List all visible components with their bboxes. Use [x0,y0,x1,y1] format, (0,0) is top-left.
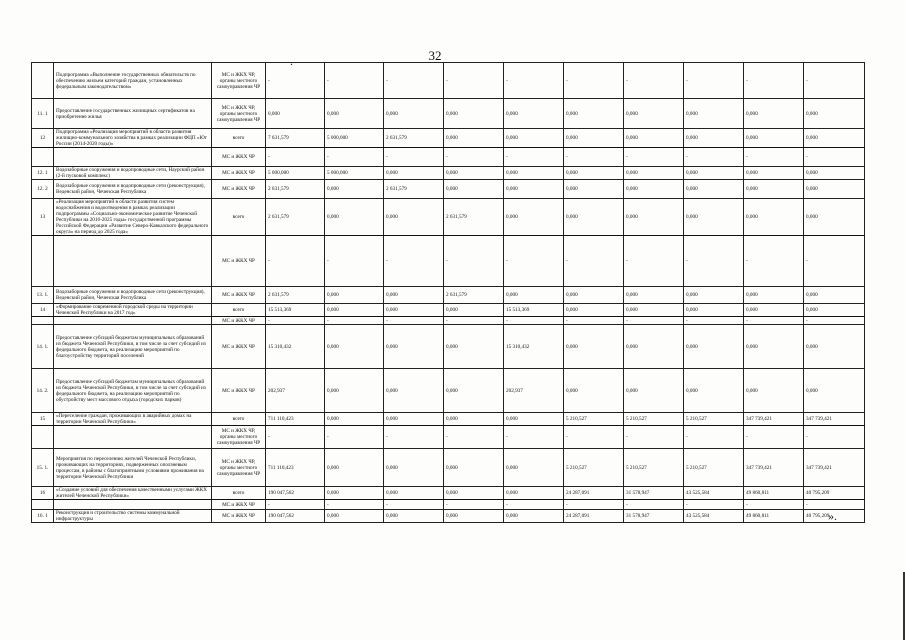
value-cell: - [684,63,744,99]
value-cell: 0,000 [744,99,804,129]
value-cell: - [266,426,325,449]
value-cell: 0,000 [744,325,804,369]
value-cell: - [564,63,624,99]
value-cell: 0,000 [384,510,444,523]
value-cell: 0,000 [684,129,744,148]
value-cell: 24 287,091 [564,510,624,523]
value-cell: 0,000 [564,199,624,236]
value-cell: 0,000 [564,287,624,304]
value-cell: - [804,236,865,287]
value-cell: 0,000 [684,199,744,236]
row-name: Подпрограмма «Реализация мероприятий в области развития жилищно-коммунального хозяйства в рамках реализации ФЦП «Юг России (2014-2020 годы)» [54,129,212,148]
value-cell: 43 525,584 [684,510,744,523]
row-number [32,317,54,325]
value-cell: 0,000 [624,304,684,317]
value-cell: 0,000 [564,325,624,369]
row-number: 15. 1. [32,449,54,487]
value-cell: 347 739,421 [744,413,804,426]
value-cell: - [624,63,684,99]
table-row [32,500,865,510]
table-row [32,129,865,148]
value-cell: 0,000 [564,99,624,129]
value-cell: 0,000 [744,369,804,413]
value-cell: 49 860,811 [744,510,804,523]
value-cell: 0,000 [504,180,564,199]
row-number: 11. 1 [32,99,54,129]
value-cell: - [804,500,865,510]
value-cell: 0,000 [684,167,744,180]
row-executor: МС и ЖКХ ЧР [212,148,266,167]
value-cell: - [564,500,624,510]
row-name: Водозаборные сооружения и водопроводные сети, Наурский район (2-й пусковой комплекс) [54,167,212,180]
value-cell: 49 860,811 [744,487,804,500]
value-cell: 0,000 [504,99,564,129]
value-cell: 0,000 [624,99,684,129]
value-cell: 2 631,579 [266,199,325,236]
value-cell: - [804,426,865,449]
row-name [54,236,212,287]
value-cell: - [266,236,325,287]
value-cell: - [684,426,744,449]
row-number [32,426,54,449]
value-cell: - [564,317,624,325]
value-cell: 0,000 [564,369,624,413]
value-cell: 5 000,000 [266,167,325,180]
value-cell: - [504,148,564,167]
row-number [32,148,54,167]
row-name [54,500,212,510]
value-cell: 7 631,579 [266,129,325,148]
value-cell: 40 795,209 [804,487,865,500]
value-cell: - [564,148,624,167]
table-row [32,369,865,413]
value-cell: 0,000 [325,325,384,369]
value-cell: 0,000 [384,99,444,129]
value-cell: 0,000 [444,99,504,129]
table-row [32,413,865,426]
value-cell: - [444,148,504,167]
value-cell: - [266,148,325,167]
value-cell: 202,937 [504,369,564,413]
value-cell: 0,000 [744,304,804,317]
value-cell: 15 513,369 [504,304,564,317]
value-cell: 5 000,000 [325,167,384,180]
value-cell: 43 525,584 [684,487,744,500]
value-cell: - [624,317,684,325]
value-cell: 0,000 [804,129,865,148]
value-cell: 0,000 [384,287,444,304]
value-cell: - [504,317,564,325]
value-cell: 0,000 [325,369,384,413]
row-number: 14. 2. [32,369,54,413]
value-cell: 0,000 [624,180,684,199]
value-cell: 347 739,421 [804,413,865,426]
value-cell: 0,000 [744,199,804,236]
row-name: Предоставление субсидий бюджетам муниципальных образований из бюджета Чеченской Республики, в том числе за счет субсидий из федерального бюджета, на реализацию мероприятий по благоустройству территорий поселений [54,325,212,369]
value-cell: - [504,236,564,287]
value-cell: 0,000 [444,129,504,148]
table-row [32,304,865,317]
value-cell: - [384,426,444,449]
row-executor: МС и ЖКХ ЧР, органы местного самоуправления ЧР [212,449,266,487]
value-cell: 40 795,209 [804,510,865,523]
value-cell: - [266,63,325,99]
row-executor: МС и ЖКХ ЧР [212,236,266,287]
row-name: «Переселение граждан, проживающих в аварийных домах на территории Чеченской Республики» [54,413,212,426]
row-number: 16 [32,487,54,500]
value-cell: 0,000 [504,413,564,426]
value-cell: - [624,500,684,510]
value-cell: 0,000 [325,199,384,236]
value-cell: - [325,426,384,449]
row-name: Предоставление субсидий бюджетам муниципальных образований из бюджета Чеченской Республики, в том числе за счет субсидий из федерального бюджета, на реализацию мероприятий по обустройству мест массового отдыха (городских парков) [54,369,212,413]
value-cell: 0,000 [624,199,684,236]
row-name [54,317,212,325]
row-executor: МС и ЖКХ ЧР [212,500,266,510]
value-cell: 5 210,527 [684,413,744,426]
value-cell: - [804,148,865,167]
table-row [32,317,865,325]
value-cell: 0,000 [325,304,384,317]
table-row [32,199,865,236]
value-cell: 0,000 [804,180,865,199]
row-executor: всего [212,487,266,500]
value-cell: - [684,148,744,167]
value-cell: 0,000 [684,325,744,369]
value-cell: 5 210,527 [564,449,624,487]
value-cell: 0,000 [804,287,865,304]
value-cell: 2 631,579 [384,180,444,199]
value-cell: 0,000 [804,99,865,129]
value-cell: - [744,500,804,510]
value-cell: 0,000 [684,287,744,304]
value-cell: - [325,236,384,287]
value-cell: 0,000 [564,167,624,180]
value-cell: - [384,236,444,287]
value-cell: 0,000 [444,449,504,487]
value-cell: - [444,317,504,325]
value-cell: - [684,500,744,510]
row-executor: МС и ЖКХ ЧР [212,369,266,413]
value-cell: 2 631,579 [444,199,504,236]
value-cell: 0,000 [325,287,384,304]
value-cell: 0,000 [744,129,804,148]
value-cell: - [384,148,444,167]
value-cell: - [744,236,804,287]
row-executor: МС и ЖКХ ЧР [212,325,266,369]
page-number: 32 [428,48,442,63]
row-number [32,236,54,287]
value-cell: 0,000 [384,199,444,236]
row-executor: МС и ЖКХ ЧР, органы местного самоуправления ЧР [212,426,266,449]
value-cell: 0,000 [684,180,744,199]
table-row [32,148,865,167]
value-cell: 0,000 [564,129,624,148]
value-cell: 15 310,432 [504,325,564,369]
value-cell: 0,000 [325,487,384,500]
closing-quote: ». [828,509,837,523]
value-cell: 0,000 [624,369,684,413]
row-number: 12. 2 [32,180,54,199]
value-cell: 0,000 [744,167,804,180]
table-row [32,63,865,99]
table-row [32,426,865,449]
value-cell: 0,000 [444,325,504,369]
row-executor: МС и ЖКХ ЧР [212,510,266,523]
value-cell: 190 047,562 [266,510,325,523]
value-cell: 15 513,369 [266,304,325,317]
value-cell: 0,000 [266,99,325,129]
value-cell: 0,000 [624,325,684,369]
row-number [32,500,54,510]
value-cell: 0,000 [504,199,564,236]
row-number: 13. 1. [32,287,54,304]
row-number: 12. 1 [32,167,54,180]
value-cell: 347 739,421 [804,449,865,487]
value-cell: 711 110,423 [266,413,325,426]
value-cell: - [624,426,684,449]
value-cell: - [325,500,384,510]
row-number [32,63,54,99]
value-cell: 0,000 [804,369,865,413]
value-cell: - [444,426,504,449]
row-name: Мероприятия по переселению жителей Чеченской Республики, проживающих на территориях, подверженных оползневым процессам, в районы с благоприятными условиями проживания на территории Чеченской Республики [54,449,212,487]
row-name: Водозаборные сооружения и водопроводные сети (реконструкция), Веденский район, Чеченская Республика [54,180,212,199]
value-cell: 0,000 [444,180,504,199]
value-cell: - [325,63,384,99]
value-cell: 0,000 [384,304,444,317]
row-number: 14 [32,304,54,317]
value-cell: 0,000 [384,487,444,500]
table-body [32,63,865,523]
value-cell: - [325,148,384,167]
row-name: Водозаборные сооружения и водопроводные сети (реконструкция), Веденский район, Чеченская Республика [54,287,212,304]
value-cell: 0,000 [684,304,744,317]
value-cell: 0,000 [504,129,564,148]
value-cell: - [325,317,384,325]
value-cell: - [744,63,804,99]
table-row [32,287,865,304]
value-cell: - [444,63,504,99]
value-cell: - [384,63,444,99]
value-cell: - [384,317,444,325]
value-cell: 0,000 [444,369,504,413]
value-cell: 0,000 [384,449,444,487]
row-executor: МС и ЖКХ ЧР [212,167,266,180]
value-cell: - [384,500,444,510]
value-cell: - [564,426,624,449]
value-cell: 0,000 [564,180,624,199]
table-row [32,325,865,369]
value-cell: - [744,148,804,167]
row-number: 12 [32,129,54,148]
value-cell: 2 631,579 [266,287,325,304]
value-cell: 0,000 [684,99,744,129]
value-cell: 0,000 [804,304,865,317]
value-cell: 0,000 [624,129,684,148]
value-cell: - [684,236,744,287]
value-cell: 347 739,421 [744,449,804,487]
value-cell: 0,000 [384,325,444,369]
value-cell: - [266,500,325,510]
value-cell: 0,000 [744,180,804,199]
stray-dot: . [290,54,293,68]
row-number: 16. 1 [32,510,54,523]
row-executor: всего [212,199,266,236]
value-cell: - [266,317,325,325]
value-cell: - [684,317,744,325]
value-cell: - [444,236,504,287]
value-cell: 2 631,579 [266,180,325,199]
value-cell: 15 310,432 [266,325,325,369]
value-cell: 0,000 [804,167,865,180]
value-cell: 0,000 [384,413,444,426]
row-number: 13 [32,199,54,236]
row-executor: МС и ЖКХ ЧР [212,317,266,325]
value-cell: 0,000 [744,287,804,304]
row-executor: всего [212,413,266,426]
value-cell: 5 210,527 [624,449,684,487]
value-cell: - [804,63,865,99]
value-cell: 0,000 [444,413,504,426]
value-cell: 0,000 [444,304,504,317]
value-cell: - [504,426,564,449]
row-number: 14. 1. [32,325,54,369]
row-executor: МС и ЖКХ ЧР, органы местного самоуправления ЧР [212,63,266,99]
table-row [32,180,865,199]
value-cell: - [804,317,865,325]
value-cell: - [564,236,624,287]
row-name: Предоставление государственных жилищных сертификатов на приобретение жилья [54,99,212,129]
value-cell: 5 210,527 [684,449,744,487]
row-name [54,148,212,167]
value-cell: 711 110,423 [266,449,325,487]
row-executor: МС и ЖКХ ЧР [212,287,266,304]
value-cell: 0,000 [624,167,684,180]
value-cell: 24 287,091 [564,487,624,500]
value-cell: 190 047,562 [266,487,325,500]
value-cell: - [744,426,804,449]
table-row [32,236,865,287]
value-cell: 2 631,579 [384,129,444,148]
value-cell: 0,000 [504,167,564,180]
row-executor: всего [212,304,266,317]
value-cell: 0,000 [325,413,384,426]
value-cell: 202,937 [266,369,325,413]
table-row [32,99,865,129]
row-executor: МС и ЖКХ ЧР, органы местного самоуправления ЧР [212,99,266,129]
value-cell: - [444,500,504,510]
value-cell: - [504,500,564,510]
row-executor: всего [212,129,266,148]
value-cell: 5 210,527 [624,413,684,426]
table-row [32,167,865,180]
value-cell: 0,000 [624,287,684,304]
table-row [32,487,865,500]
row-name: «Реализация мероприятий в области развития систем водоснабжения и водоотведения в рамках реализации подпрограммы «Социально-экономическое развитие Чеченской Республики на 2016-2025 годы» государственной программы Российской Федерации «Развитие Северо-Кавказского федерального округа» на период до 2025 года» [54,199,212,236]
value-cell: 0,000 [444,487,504,500]
row-number: 15 [32,413,54,426]
value-cell: - [744,317,804,325]
value-cell: 0,000 [325,510,384,523]
value-cell: 5 000,000 [325,129,384,148]
value-cell: 0,000 [325,180,384,199]
value-cell: 0,000 [504,487,564,500]
row-name: Реконструкция и строительство системы коммунальной инфраструктуры [54,510,212,523]
budget-table [31,62,865,523]
row-name [54,426,212,449]
value-cell: 0,000 [504,510,564,523]
value-cell: 0,000 [444,510,504,523]
value-cell: 0,000 [384,369,444,413]
row-name: «Создание условий для обеспечения качественными услугами ЖКХ жителей Чеченской Республики» [54,487,212,500]
table-row [32,449,865,487]
value-cell: 0,000 [804,199,865,236]
value-cell: 0,000 [384,167,444,180]
value-cell: 31 578,947 [624,510,684,523]
value-cell: - [624,148,684,167]
value-cell: 2 631,579 [444,287,504,304]
row-name: «Формирование современной городской среды на территории Чеченской Республики на 2017 год» [54,304,212,317]
value-cell: 0,000 [325,99,384,129]
table-row [32,510,865,523]
value-cell: 0,000 [804,325,865,369]
value-cell: 0,000 [504,287,564,304]
value-cell: 0,000 [504,449,564,487]
value-cell: 0,000 [325,449,384,487]
value-cell: 0,000 [564,304,624,317]
value-cell: - [504,63,564,99]
value-cell: 0,000 [684,369,744,413]
row-executor: МС и ЖКХ ЧР [212,180,266,199]
value-cell: 5 210,527 [564,413,624,426]
value-cell: 0,000 [444,167,504,180]
row-name: Подпрограмма «Выполнение государственных обязательств по обеспечению жильем категорий граждан, установленных федеральным законодательством» [54,63,212,99]
value-cell: - [624,236,684,287]
value-cell: 31 578,947 [624,487,684,500]
